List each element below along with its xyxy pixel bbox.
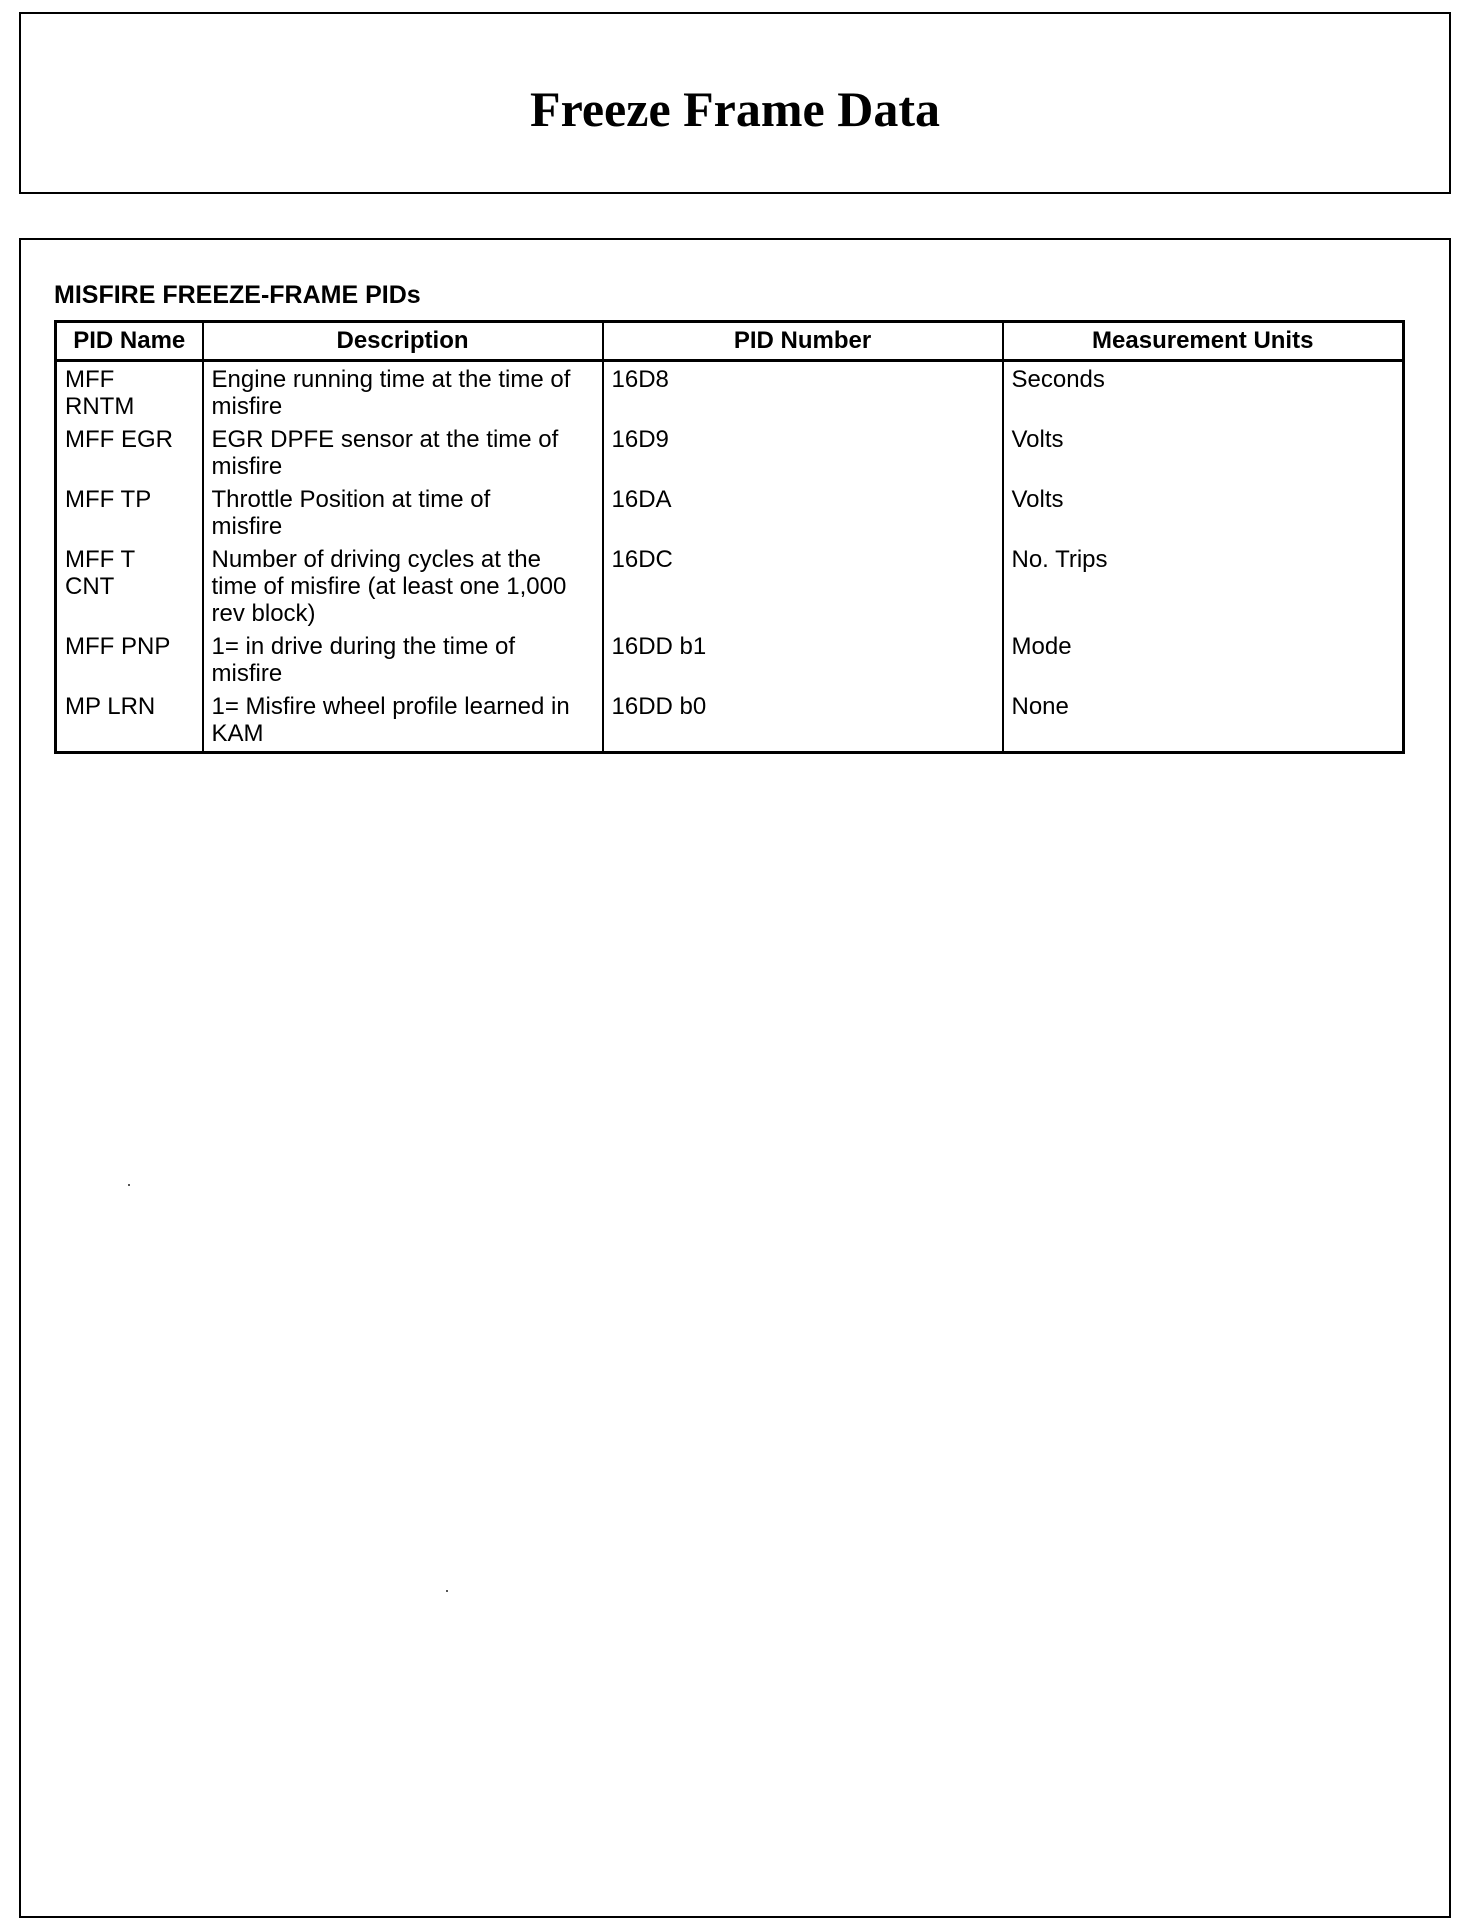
description-cell: Number of driving cycles at the time of misfire (at least one 1,000 rev block) bbox=[203, 542, 603, 629]
units-cell: None bbox=[1003, 689, 1404, 753]
units-cell: No. Trips bbox=[1003, 542, 1404, 629]
table-row bbox=[56, 361, 1404, 423]
units-cell: Mode bbox=[1003, 629, 1404, 689]
scan-speck bbox=[446, 1590, 448, 1592]
description-cell: EGR DPFE sensor at the time of misfire bbox=[203, 422, 603, 482]
pid-name-cell: MFF TP bbox=[56, 482, 203, 542]
pid-number-cell: 16DA bbox=[603, 482, 1003, 542]
header-pid-name: PID Name bbox=[56, 322, 203, 361]
units-cell: Volts bbox=[1003, 482, 1404, 542]
description-cell: Throttle Position at time of misfire bbox=[203, 482, 603, 542]
pid-number-cell: 16DC bbox=[603, 542, 1003, 629]
header-measurement-units: Measurement Units bbox=[1003, 322, 1404, 361]
table-row bbox=[56, 422, 1404, 482]
pid-number-cell: 16DD b1 bbox=[603, 629, 1003, 689]
description-cell: Engine running time at the time of misfire bbox=[203, 361, 603, 423]
content-box bbox=[19, 238, 1451, 1918]
table-row bbox=[56, 689, 1404, 753]
page-title: Freeze Frame Data bbox=[530, 81, 940, 137]
table-header-row bbox=[56, 322, 1404, 361]
pid-name-cell: MFF PNP bbox=[56, 629, 203, 689]
header-pid-number: PID Number bbox=[603, 322, 1003, 361]
header-description: Description bbox=[203, 322, 603, 361]
description-cell: 1= Misfire wheel profile learned in KAM bbox=[203, 689, 603, 753]
pid-number-cell: 16D9 bbox=[603, 422, 1003, 482]
pid-name-cell: MP LRN bbox=[56, 689, 203, 753]
pid-number-cell: 16DD b0 bbox=[603, 689, 1003, 753]
units-cell: Seconds bbox=[1003, 361, 1404, 423]
table-row bbox=[56, 482, 1404, 542]
units-cell: Volts bbox=[1003, 422, 1404, 482]
scan-speck bbox=[128, 1184, 130, 1186]
pid-name-cell: MFF T CNT bbox=[56, 542, 203, 629]
pid-name-cell: MFF RNTM bbox=[56, 361, 203, 423]
section-heading: MISFIRE FREEZE-FRAME PIDs bbox=[54, 281, 421, 309]
table-row bbox=[56, 542, 1404, 629]
misfire-pid-table bbox=[54, 320, 1405, 754]
description-cell: 1= in drive during the time of misfire bbox=[203, 629, 603, 689]
pid-name-cell: MFF EGR bbox=[56, 422, 203, 482]
pid-number-cell: 16D8 bbox=[603, 361, 1003, 423]
table-row bbox=[56, 629, 1404, 689]
title-box bbox=[19, 12, 1451, 194]
